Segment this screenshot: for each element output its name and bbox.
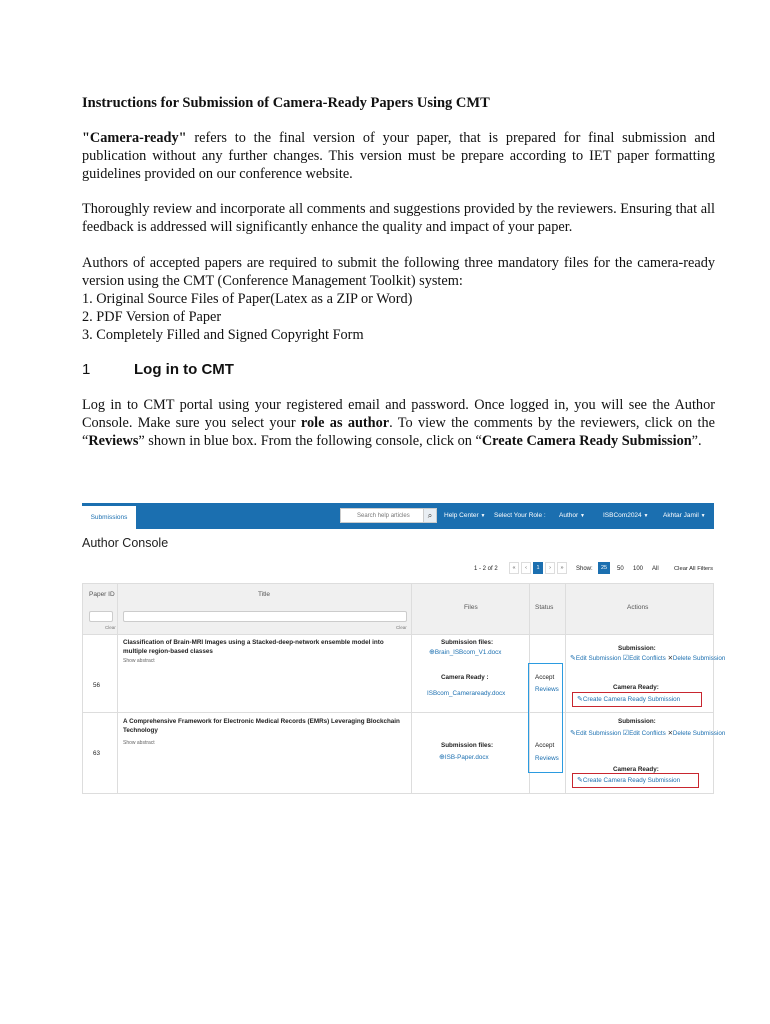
help-center-menu[interactable] <box>444 503 485 529</box>
paragraph-text: . To view the comments by the reviewers, click on the “ <box>82 415 715 449</box>
conference-menu[interactable] <box>603 503 648 529</box>
status-accept: Accept <box>535 674 555 681</box>
pager-next-button[interactable]: › <box>545 562 555 574</box>
submission-file-link[interactable] <box>439 753 489 762</box>
edit-submission-link[interactable]: Edit Submission <box>575 730 622 737</box>
reviews-link[interactable]: Reviews <box>535 686 559 693</box>
status-accept: Accept <box>535 742 555 749</box>
actions-submission-label: Submission: <box>618 718 656 725</box>
clear-id-filter[interactable]: Clear <box>105 625 116 630</box>
show-abstract-link[interactable]: Show abstract <box>123 740 155 746</box>
reviews-link[interactable]: Reviews <box>535 755 559 762</box>
actions-links <box>570 654 725 663</box>
link-label: Create Camera Ready Submission <box>582 777 681 784</box>
paragraph-login <box>82 396 715 450</box>
col-status[interactable]: Status <box>535 604 554 611</box>
actions-links <box>570 729 725 738</box>
clear-title-filter[interactable]: Clear <box>396 625 407 630</box>
column-divider <box>411 584 412 793</box>
submission-file-link[interactable] <box>429 648 501 657</box>
submissions-table <box>82 583 726 794</box>
menu-label: ISBCom2024 <box>603 512 642 519</box>
tab-submissions[interactable]: Submissions <box>82 506 136 529</box>
page-title: Author Console <box>82 536 169 550</box>
top-navbar <box>82 503 714 529</box>
paper-id: 56 <box>93 682 101 689</box>
paragraph-text: refers to the final version of your paper, that is prepared for final submission and publication without any further changes. This version must be prepare according to IET paper formatting guidelines provided on our conference website. <box>82 130 715 182</box>
list-item: 2. PDF Version of Paper <box>82 309 222 325</box>
show-option[interactable]: All <box>652 566 659 572</box>
actions-camera-ready-label: Camera Ready: <box>613 684 659 691</box>
list-item: 1. Original Source Files of Paper(Latex as a ZIP or Word) <box>82 291 413 307</box>
pager-first-button[interactable]: « <box>509 562 519 574</box>
reviews-highlight-box <box>528 663 563 773</box>
delete-submission-link[interactable]: Delete Submission <box>672 655 726 662</box>
paragraph-text: Log in to CMT portal using your registered email and password. Once logged in, you will see the Author Console. Make sure you select your <box>82 397 715 431</box>
checkbox-icon: ☑ <box>622 655 630 662</box>
edit-icon: ✎ <box>570 730 576 737</box>
show-option[interactable]: 100 <box>633 566 644 572</box>
paragraph-text: ” shown in blue box. From the following console, click on “ <box>138 433 482 449</box>
edit-submission-link[interactable]: Edit Submission <box>575 655 622 662</box>
title-filter-input[interactable] <box>123 611 407 622</box>
submission-files-label: Submission files: <box>441 742 494 749</box>
caret-down-icon: ▼ <box>579 513 585 519</box>
file-name: Brain_ISBcom_V1.docx <box>434 649 502 656</box>
actions-camera-ready-label: Camera Ready: <box>613 766 659 773</box>
select-role-label: Select Your Role : <box>494 512 546 519</box>
list-item: 3. Completely Filled and Signed Copyright Form <box>82 327 364 343</box>
delete-icon: ✕ <box>667 730 673 737</box>
paragraph-text: ”. <box>691 433 702 449</box>
document-title: Instructions for Submission of Camera-Ready Papers Using CMT <box>82 95 490 111</box>
show-abstract-link[interactable]: Show abstract <box>123 658 155 664</box>
clear-all-filters-button[interactable]: Clear All Filters <box>674 566 713 572</box>
edit-conflicts-link[interactable]: Edit Conflicts <box>629 655 666 662</box>
edit-icon: ✎ <box>570 655 576 662</box>
emphasis-text: Reviews <box>88 433 139 449</box>
emphasis-text: Create Camera Ready Submission <box>481 433 692 449</box>
col-paper-id[interactable]: Paper ID <box>89 591 115 598</box>
section-heading <box>82 361 234 378</box>
edit-conflicts-link[interactable]: Edit Conflicts <box>629 730 666 737</box>
emphasis-text: role as author <box>300 415 390 431</box>
caret-down-icon: ▼ <box>700 513 706 519</box>
delete-submission-link[interactable]: Delete Submission <box>672 730 726 737</box>
edit-icon: ✎ <box>577 696 583 703</box>
menu-label: Author <box>559 512 579 519</box>
paper-title[interactable]: A Comprehensive Framework for Electronic Medical Records (EMRs) Leveraging Blockchain Technology <box>123 718 400 734</box>
pager-last-button[interactable]: » <box>557 562 567 574</box>
caret-down-icon: ▼ <box>643 513 649 519</box>
show-option[interactable]: 50 <box>617 566 624 572</box>
actions-submission-label: Submission: <box>618 645 656 652</box>
paper-id-filter-input[interactable] <box>89 611 113 622</box>
pager-prev-button[interactable]: ‹ <box>521 562 531 574</box>
show-label: Show: <box>576 566 593 572</box>
download-icon: ⊕ <box>439 754 445 761</box>
col-actions: Actions <box>627 604 649 611</box>
delete-icon: ✕ <box>667 655 673 662</box>
pager-page-button[interactable]: 1 <box>533 562 543 574</box>
row-divider <box>83 712 713 713</box>
checkbox-icon: ☑ <box>622 730 630 737</box>
caret-down-icon: ▼ <box>480 513 486 519</box>
paper-id: 63 <box>93 750 101 757</box>
menu-label: Akhtar Jamil <box>663 512 699 519</box>
column-divider <box>117 584 118 793</box>
show-option[interactable]: 25 <box>598 562 610 574</box>
col-files: Files <box>464 604 478 611</box>
pager-summary: 1 - 2 of 2 <box>474 566 498 572</box>
paragraph-review <box>82 200 715 236</box>
user-menu[interactable] <box>663 503 706 529</box>
paper-title[interactable]: Classification of Brain-MRI Images using a Stacked-deep-network ensemble model into multiple region-based classes <box>123 639 384 655</box>
menu-label: Help Center <box>444 512 479 519</box>
camera-ready-highlight-box <box>572 773 699 788</box>
link-label: Create Camera Ready Submission <box>582 696 681 703</box>
camera-ready-file-link[interactable]: ISBcom_Cameraready.docx <box>427 690 506 697</box>
camera-ready-files-label: Camera Ready : <box>441 674 489 681</box>
submission-files-label: Submission files: <box>441 639 494 646</box>
camera-ready-term: "Camera-ready" <box>82 130 187 146</box>
section-number: 1 <box>82 361 91 378</box>
search-input[interactable]: Search help articles <box>340 508 425 523</box>
paragraph-text: Authors of accepted papers are required to submit the following three mandatory files for the camera-ready version using the CMT (Conference Management Toolkit) system: <box>82 255 715 289</box>
section-title: Log in to CMT <box>134 361 234 378</box>
search-icon[interactable]: ⌕ <box>423 508 437 523</box>
camera-ready-highlight-box <box>572 692 702 707</box>
file-name: ISB-Paper.docx <box>444 754 489 761</box>
download-icon: ⊕ <box>429 649 435 656</box>
column-divider <box>565 584 566 793</box>
paragraph-camera-ready <box>82 129 715 183</box>
col-title[interactable]: Title <box>258 591 271 598</box>
paragraph-mandatory-files <box>82 254 715 344</box>
cmt-screenshot <box>82 503 726 795</box>
role-menu[interactable] <box>559 503 585 529</box>
paragraph-text: Thoroughly review and incorporate all comments and suggestions provided by the reviewers. Ensuring that all feedback is addressed will significantly enhance the quality and impact of your paper. <box>82 201 715 235</box>
edit-icon: ✎ <box>577 777 583 784</box>
